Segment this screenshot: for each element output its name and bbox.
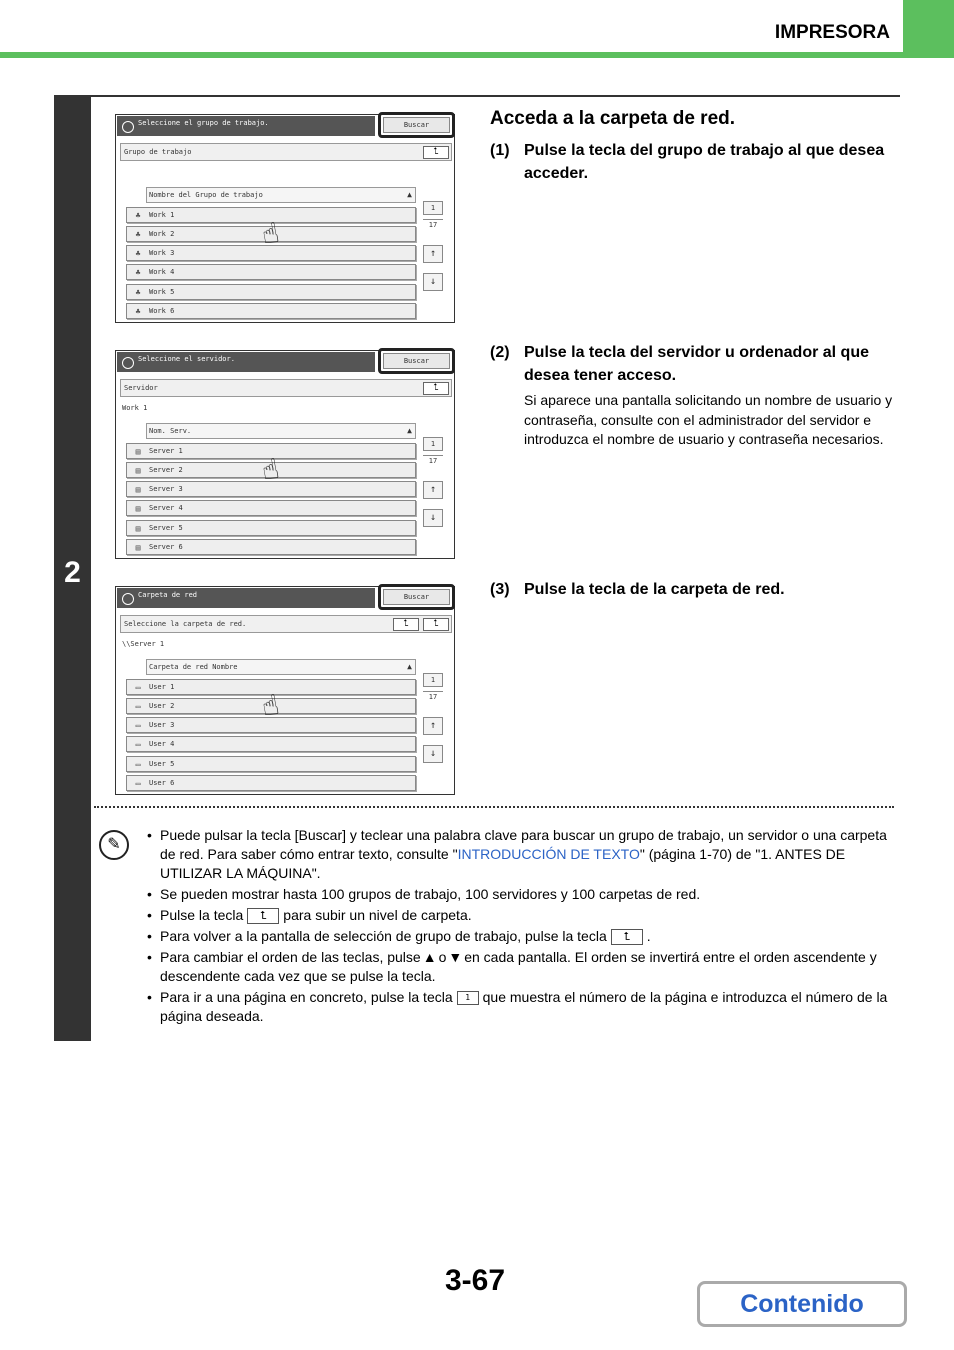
corner-tab (903, 0, 954, 58)
sort-ascending-icon: ▲ (422, 949, 437, 966)
workgroup-icon: ♣ (135, 307, 141, 316)
page-total: 17 (423, 455, 443, 465)
workgroup-icon: ♣ (135, 249, 141, 258)
screen-title: Seleccione el servidor. (138, 355, 235, 363)
list-item[interactable]: ▤ Server 5 (126, 520, 416, 536)
dotted-divider (94, 806, 894, 808)
list-item[interactable]: ♣ Work 3 (126, 245, 416, 261)
workgroup-icon: ♣ (135, 268, 141, 277)
scroll-down-button[interactable]: ↓ (423, 273, 443, 291)
top-rule (0, 52, 954, 58)
list-item[interactable]: ▤ Server 2 (126, 462, 416, 478)
page-number-key[interactable]: 1 (423, 673, 443, 687)
substep-text: Pulse la tecla del servidor u ordenador al que desea tener acceso. (524, 344, 869, 384)
note-item: • Para volver a la pantalla de selección de grupo de trabajo, pulse la tecla ⮤ . (146, 927, 894, 946)
screen-title: Carpeta de red (138, 591, 198, 599)
text-entry-link[interactable]: INTRODUCCIÓN DE TEXTO (457, 846, 640, 862)
note-item: • Para ir a una página en concreto, pulse la tecla 1 que muestra el número de la página e introduzca el número de la página deseada. (146, 988, 894, 1026)
server-icon: ▤ (135, 466, 141, 475)
column-header[interactable]: Carpeta de red Nombre ▲ (146, 659, 416, 675)
list-item[interactable]: ▤ Server 3 (126, 481, 416, 497)
list-item[interactable]: ▭ User 6 (126, 775, 416, 791)
sort-descending-icon: ▼ (448, 949, 463, 966)
list-item[interactable]: ▭ User 3 (126, 717, 416, 733)
list-item[interactable]: ▤ Server 4 (126, 500, 416, 516)
folder-icon: ▭ (135, 702, 141, 711)
list-item[interactable]: ♣ Work 6 (126, 303, 416, 319)
notes-list (146, 826, 894, 1028)
note-item: • Para cambiar el orden de las teclas, pulse ▲ o ▼ en cada pantalla. El orden se invertirá entre el orden ascendente y descendente cada vez que se pulse la tecla. (146, 948, 894, 986)
workgroup-icon: ♣ (135, 230, 141, 239)
substep-text: Pulse la tecla de la carpeta de red. (524, 581, 785, 598)
list-item[interactable]: ▤ Server 6 (126, 539, 416, 555)
substep-2-description: Si aparece una pantalla solicitando un nombre de usuario y contraseña, consulte con el administrador del servidor e introduzca el nombre de usuario y contraseña necesarios. (524, 392, 893, 447)
server-screen (115, 350, 455, 559)
step-heading: Acceda a la carpeta de red. (490, 108, 736, 129)
folder-icon: ▭ (135, 760, 141, 769)
pointing-hand-icon: ☝ (259, 215, 282, 252)
list-item[interactable]: ▭ User 2 (126, 698, 416, 714)
server-icon: ▤ (135, 447, 141, 456)
workgroup-top-button[interactable]: ⮤ (393, 618, 419, 631)
up-level-button[interactable]: ⮤ (423, 146, 449, 159)
section-title: IMPRESORA (774, 22, 890, 43)
page-number-key-icon: 1 (457, 991, 479, 1005)
current-location: \\Server 1 (122, 640, 165, 648)
substep-3 (490, 578, 890, 601)
up-level-button[interactable]: ⮤ (423, 618, 449, 631)
list-item[interactable]: ▭ User 4 (126, 736, 416, 752)
search-button[interactable]: Buscar (378, 348, 455, 374)
list-item[interactable]: ♣ Work 2 (126, 226, 416, 242)
pointing-hand-icon: ☝ (259, 451, 282, 488)
search-button[interactable]: Buscar (378, 584, 455, 610)
screen-title: Seleccione el grupo de trabajo. (138, 119, 269, 127)
folder-icon: ▭ (135, 779, 141, 788)
scroll-down-button[interactable]: ↓ (423, 745, 443, 763)
substep-number: (2) (490, 344, 510, 361)
workgroup-top-key-icon: ⮤ (611, 929, 643, 945)
page-number: 3-67 (445, 1264, 506, 1297)
sort-ascending-icon[interactable]: ▲ (407, 190, 412, 199)
screen-title-bar (117, 116, 375, 136)
workgroup-icon: ♣ (135, 211, 141, 220)
step-top-rule (91, 95, 900, 97)
list-item[interactable]: ♣ Work 4 (126, 264, 416, 280)
column-header[interactable]: Nombre del Grupo de trabajo ▲ (146, 187, 416, 203)
screen-title-bar (117, 588, 375, 608)
search-button[interactable]: Buscar (378, 112, 455, 138)
substep-number: (3) (490, 581, 510, 598)
pointing-hand-icon: ☝ (259, 687, 282, 724)
list-item[interactable]: ♣ Work 1 (126, 207, 416, 223)
substep-1 (490, 139, 890, 185)
page-total: 17 (423, 691, 443, 701)
scroll-up-button[interactable]: ↑ (423, 717, 443, 735)
screen-title-bar (117, 352, 375, 372)
page-number-key[interactable]: 1 (423, 437, 443, 451)
note-item: • Puede pulsar la tecla [Buscar] y teclear una palabra clave para buscar un grupo de trabajo, un servidor o una carpeta de red. Para saber cómo entrar texto, consulte "INTRODUCCIÓN DE TEXTO" (página 1-70) de "1. ANTES DE UTILIZAR LA MÁQUINA". (146, 826, 894, 883)
workgroup-screen (115, 114, 455, 323)
list-item[interactable]: ♣ Work 5 (126, 284, 416, 300)
sort-ascending-icon[interactable]: ▲ (407, 426, 412, 435)
up-level-key-icon: ⮤ (247, 908, 279, 924)
path-bar: Seleccione la carpeta de red. ⮤ ⮤ (120, 615, 452, 633)
note-item: • Se pueden mostrar hasta 100 grupos de trabajo, 100 servidores y 100 carpetas de red. (146, 885, 894, 904)
contents-button[interactable]: Contenido (697, 1281, 907, 1327)
step-number: 2 (64, 556, 81, 589)
current-location: Work 1 (122, 404, 148, 412)
path-bar: Grupo de trabajo ⮤ (120, 143, 452, 161)
substep-text: Pulse la tecla del grupo de trabajo al que desea acceder. (524, 142, 885, 182)
list-item[interactable]: ▤ Server 1 (126, 443, 416, 459)
list-item[interactable]: ▭ User 1 (126, 679, 416, 695)
network-folder-screen (115, 586, 455, 795)
page-total: 17 (423, 219, 443, 229)
path-bar: Servidor ⮤ (120, 379, 452, 397)
network-icon (122, 357, 134, 369)
folder-icon: ▭ (135, 740, 141, 749)
network-icon (122, 121, 134, 133)
folder-icon: ▭ (135, 721, 141, 730)
sort-ascending-icon[interactable]: ▲ (407, 662, 412, 671)
workgroup-icon: ♣ (135, 288, 141, 297)
list-item[interactable]: ▭ User 5 (126, 756, 416, 772)
note-pencil-icon: ✎ (99, 830, 129, 860)
scroll-up-button[interactable]: ↑ (423, 245, 443, 263)
up-level-button[interactable]: ⮤ (423, 382, 449, 395)
server-icon: ▤ (135, 504, 141, 513)
note-item: • Pulse la tecla ⮤ para subir un nivel de carpeta. (146, 906, 894, 925)
server-icon: ▤ (135, 485, 141, 494)
page-number-key[interactable]: 1 (423, 201, 443, 215)
substep-2 (490, 341, 890, 387)
folder-icon: ▭ (135, 683, 141, 692)
scroll-up-button[interactable]: ↑ (423, 481, 443, 499)
top-bar (0, 0, 954, 58)
substep-number: (1) (490, 142, 510, 159)
column-header[interactable]: Nom. Serv. ▲ (146, 423, 416, 439)
server-icon: ▤ (135, 524, 141, 533)
scroll-down-button[interactable]: ↓ (423, 509, 443, 527)
network-icon (122, 593, 134, 605)
server-icon: ▤ (135, 543, 141, 552)
